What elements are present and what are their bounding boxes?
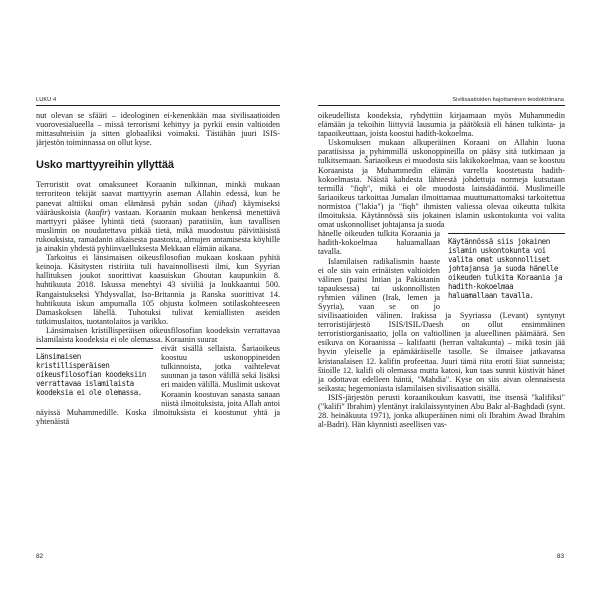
- right-page: [300, 0, 600, 600]
- paragraph-radicalism: Islamilaisen radikalismin haaste ei ole siis vain erinäisten valtioiden välinen (paitsi Intian ja Pakistanin tapauksessa) tai uskonnollisten ryhmien välinen (Irak, lemen ja Syyria), vaan se on jo sivilisaatioiden välinen. Irakissa ja Syyriassa (Levant) syntynyt terroristijärjestö ISIS/ISIL/Daesh on ollut ensimmäinen terroristiorganisaatio, jolla on valtiollinen ja alueellinen päämäärä. Sen esikuva on Koraanissa – kalifaatti (herran valtakunta) – mikä tosin jää hyvin yleiselle ja epämääräiselle tasolle. Se ilmaisee jatkavansa kristanalaisen 12. kalifin profeettaa. Juuri tämä riita erotti šiiat sunneista; šiioille 12. kalifi oli olemassa mutta katosi, kun taas sunnit kiistivät hänet ja odottavat edelleen häntä, "Mahdia". Kyse on siis aivan olennaisesta seikasta; hegemoniasta islamilaisen sivilisaation sisällä.: [318, 256, 565, 393]
- paragraph-isis-founder: ISIS-järjestön perusti koraanikoukun kasvatti, itse itsensä "kalifiksi" ("kalifi" Ibrahim) ylentänyt irakilaissyntyinen Abu Bakr al-Baghdadi (synt. 28. heinäkuuta 1971), jonka alkuperäinen nimi oli Ibrahim Awad Ibrahim al-Badri). Hän käynnisti aseellisen vas-: [318, 392, 565, 430]
- running-head-title: Sivilisaatioiden hajottaminen teodoktriinana: [452, 97, 564, 103]
- paragraph-martyrdom: [36, 180, 280, 253]
- section-heading: Usko marttyyreihin yllyttää: [36, 159, 174, 172]
- paragraph-sharia-b: hänelle oikeuden tulkita Koraania ja hadith-kokoelmaa haluamallaan tavalla.: [318, 229, 440, 257]
- header-rule: [36, 105, 280, 106]
- running-head-chapter: LUKU 4: [36, 97, 57, 103]
- text-span: ) vastaan. Koraanin mukaan henkensä menettävä marttyyri pääsee lyhintä tietä (suoraan) paratiisiin, kun tavallisen muslimin on noudatettava pitkää tietä, mikä muodostuu päivittäisistä rukouksista, ramadanin aikaisesta paastosta, almujen antamisesta köyhille ja ainakin yhdestä pyhiinvaelluksesta Mekkaan elämän aikana.: [36, 207, 280, 254]
- term-kaafir: kaafir: [87, 207, 108, 217]
- page-number-right: 83: [556, 553, 564, 560]
- paragraph-legal-code-b: eivät sisällä sellaista. Šariaoikeus koostuu uskonoppineiden tulkinnoista, jotka vaihtelevat suunnan ja tason välillä sekä lisäksi eri maiden välillä. Muslimit uskovat Koraanin koostuvan sanasta sanaan niistä ilmoituksista, joita Allah antoi näyissä Muhammedille. Koska ilmoituksista ei koostunut yhtä ja yhtenäistä: [36, 344, 280, 426]
- paragraph-legal-code-a: Länsimaisen kristillisperäisen oikeusfilosofian koodeksin verrattavaa islamilaista koodeksia ei ole olemassa. Koraanin suurat: [36, 325, 280, 344]
- left-page-body: [36, 111, 280, 553]
- pull-quote-right: Käytännössä siis jokainen islamin uskontokunta voi valita omat uskonnolliset johtajansa ja suoda hänelle oikeuden tulkita Koraania ja hadith-kokoelmaa haluamallaan tavalla.: [448, 233, 565, 300]
- header-rule: [318, 105, 565, 106]
- paragraph-hadith: oikeudellista koodeksia, ryhdyttiin kirjaamaan myös Muhammedin elämään ja tekoihin liittyviä lausumia ja päätöksiä eli hänen tulkinta- ja tapaoikeuttaan, joista koostui hadith-kokoelma.: [318, 111, 565, 139]
- right-page-body: [318, 111, 565, 559]
- term-jihad: jihad: [216, 198, 234, 208]
- paragraph-ghouta: Tarkoitus ei länsimaisen oikeusfilosofian mukaan koskaan pyhitä keinoja. Käsitysten ristiriita tuli havainnollisesti ilmi, kun Syyrian hallituksen joukot suorittivat kaasuiskun Ghoutan kaupunkiin 8. huhtikuuta 2018. Iskussa menehtyi 43 siviiliä ja loukkaantui 500. Rangaistukseksi Yhdysvallat, Iso-Britannia ja Ranska suorittivat 14. huhtikuuta iskun ampumalla 105 ohjusta kolmeen sotilaskohteeseen Damaskoksen lähellä. Tuhotuksi tulivat kemiallisten aseiden tutkimuslaitos, tuotantolaitos ja varikko.: [36, 253, 280, 326]
- pull-quote-left: Länsimaisen kristillisperäisen oikeusfilosofian koodeksiin verrattavaa islamilaista koodeksia ei ole olemassa.: [36, 348, 153, 398]
- text-span: Terroristit ovat omaksuneet Koraanin tulkinnan, minkä mukaan terroriteon tekijät saavat marttyyrin aseman Allahin edessä, kun he panevat alttiiksi oman elämänsä pyhän sodan (: [36, 180, 280, 208]
- paragraph-sharia: Uskomuksen mukaan alkuperäinen Koraani on Allahin luona paratiisissa ja pyhimmillä uskonoppineilla on pääsy sitä tutkimaan ja tulkitsemaan. Šariaoikeus ei muodosta siis lakikokoelmaa, vaan se koostuu Koraanista ja Muhammedin elämän varrella koostetusta hadith-kokoelmasta. Näistä kahdesta lähteestä johdettuja normeja kutsutaan termillä "fiqh", mikä ei ole muodosta lainsäädäntöä. Muslimeille šariaoikeus tarkoittaa Jumalan ilmoittamaa muuttumattomaksi tarkoitettua normistoa ("lakia") ja "fiqh" ihmisten valiessa olevaa oikeutta tulkita ilmoituksia. Käytännössä siis jokainen islamin uskontokunta voi valita omat uskonnolliset johtajansa ja suoda: [318, 138, 565, 230]
- text-span: ) käymiseksi vääräuskoisia (: [36, 198, 280, 217]
- page-number-left: 82: [36, 553, 44, 560]
- intro-paragraph: nut olevan se sfääri – ideologinen ei-kenenkään maa sivilisaatioiden vuorovesialueella – missä terrorismi kehittyy ja pyrkii ensin valtioiden mittasuhteisiin ja sitten globaaliksi voimaksi. Tästähän juuri ISIS-järjestön toiminnassa on ollut kyse.: [36, 111, 280, 148]
